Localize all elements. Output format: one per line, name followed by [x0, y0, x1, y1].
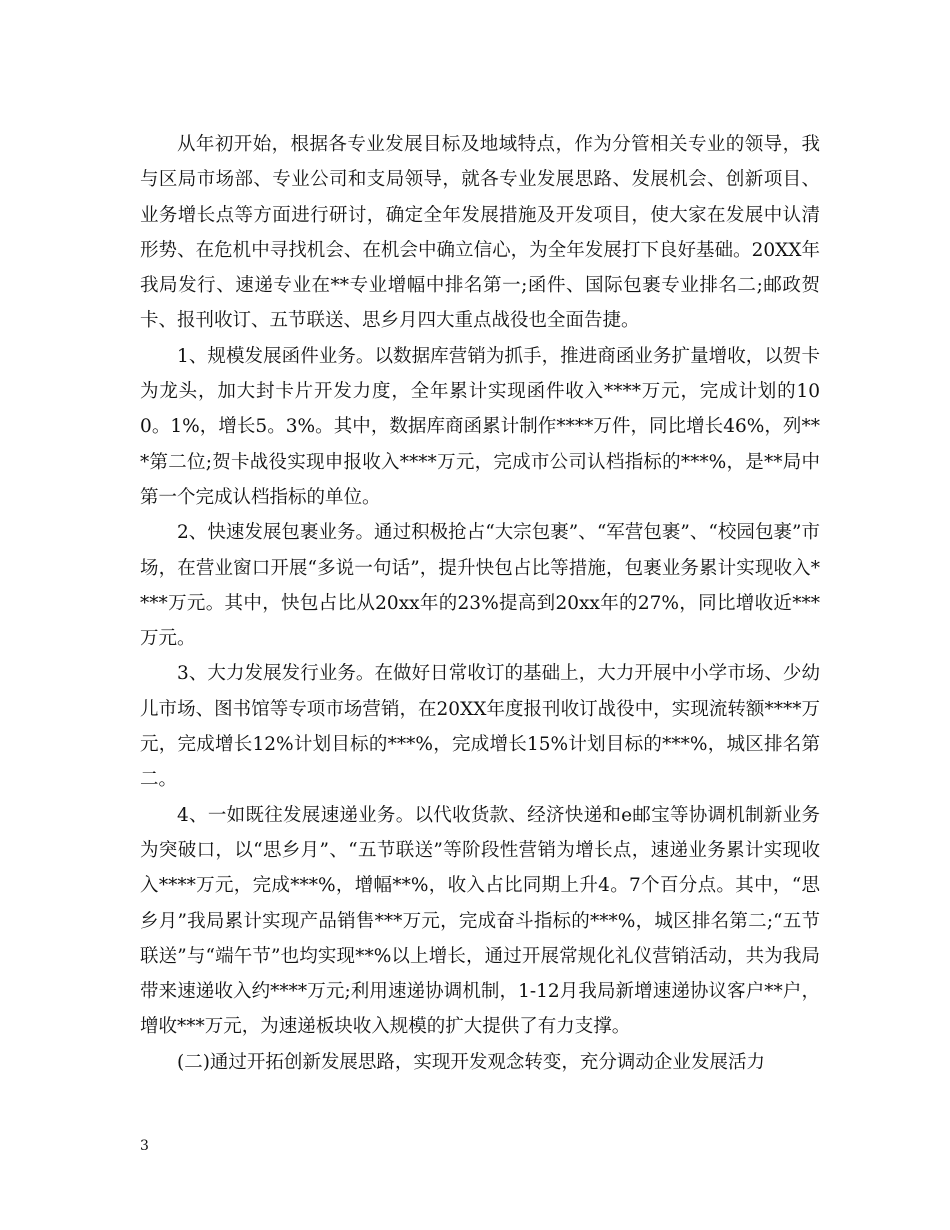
paragraph-letter-business: 1、规模发展函件业务。以数据库营销为抓手，推进商函业务扩量增收，以贺卡为龙头，加大封卡片开发力度，全年累计实现函件收入****万元，完成计划的100。1%，增长5。3%。其中，数据库商函累计制作****万件，同比增长46%，列***第二位;贺卡战役实现申报收入****万元，完成市公司认档指标的***%，是**局中第一个完成认档指标的单位。 — [140, 345, 820, 508]
page-number: 3 — [140, 1138, 149, 1154]
section-heading: (二)通过开拓创新发展思路，实现开发观念转变，充分调动企业发展活力 — [177, 1051, 765, 1073]
document-body — [140, 127, 820, 1080]
paragraph-parcel-business: 2、快速发展包裹业务。通过积极抢占“大宗包裹”、“军营包裹”、“校园包裹”市场，在营业窗口开展“多说一句话”，提升快包占比等措施，包裹业务累计实现收入****万元。其中，快包占比从20xx年的23%提高到20xx年的27%，同比增收近***万元。 — [140, 522, 820, 650]
paragraph-distribution-business: 3、大力发展发行业务。在做好日常收订的基础上，大力开展中小学市场、少幼儿市场、图书馆等专项市场营销，在20XX年度报刊收订战役中，实现流转额****万元，完成增长12%计划目标的***%，完成增长15%计划目标的***%，城区排名第二。 — [140, 663, 820, 791]
paragraph-intro: 从年初开始，根据各专业发展目标及地域特点，作为分管相关专业的领导，我与区局市场部、专业公司和支局领导，就各专业发展思路、发展机会、创新项目、业务增长点等方面进行研讨，确定全年发展措施及开发项目，使大家在发展中认清形势、在危机中寻找机会、在机会中确立信心，为全年发展打下良好基础。20XX年我局发行、速递专业在**专业增幅中排名第一;函件、国际包裹专业排名二;邮政贺卡、报刊收订、五节联送、思乡月四大重点战役也全面告捷。 — [140, 134, 820, 332]
paragraph-express-business: 4、一如既往发展速递业务。以代收货款、经济快递和e邮宝等协调机制新业务为突破口，以“思乡月”、“五节联送”等阶段性营销为增长点，速递业务累计实现收入****万元，完成***%，增幅**%，收入占比同期上升4。7个百分点。其中，“思乡月”我局累计实现产品销售***万元，完成奋斗指标的***%，城区排名第二;“五节联送”与“端午节”也均实现**%以上增长，通过开展常规化礼仪营销活动，共为我局带来速递收入约****万元;利用速递协调机制，1-12月我局新增速递协议客户**户，增收***万元，为速递板块收入规模的扩大提供了有力支撑。 — [140, 804, 820, 1038]
